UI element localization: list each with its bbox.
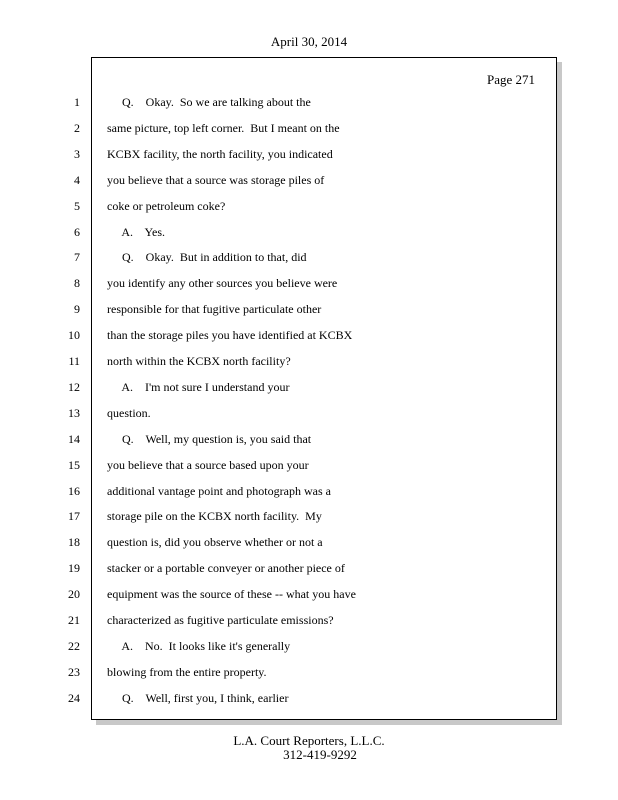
line-text: than the storage piles you have identified at KCBX xyxy=(107,328,353,342)
line-text: equipment was the source of these -- what you have xyxy=(107,587,356,601)
line-text: same picture, top left corner. But I meant on the xyxy=(107,121,340,135)
transcript-date: April 30, 2014 xyxy=(270,34,348,49)
line-number: 6 xyxy=(74,225,80,239)
line-number: 18 xyxy=(68,535,80,549)
line-text: storage pile on the KCBX north facility. My xyxy=(107,509,322,523)
line-number: 15 xyxy=(68,458,80,472)
line-number: 22 xyxy=(68,639,80,653)
line-text: stacker or a portable conveyer or another piece of xyxy=(107,561,345,575)
line-text: you identify any other sources you believe were xyxy=(107,276,338,290)
line-number: 3 xyxy=(74,147,80,161)
line-number: 2 xyxy=(74,121,80,135)
line-number: 19 xyxy=(68,561,80,575)
line-text: additional vantage point and photograph was a xyxy=(107,484,331,498)
line-number: 16 xyxy=(68,484,80,498)
line-number: 7 xyxy=(74,250,80,264)
line-text: you believe that a source was storage piles of xyxy=(107,173,325,187)
line-text: Q. Okay. But in addition to that, did xyxy=(107,250,307,264)
line-text: you believe that a source based upon your xyxy=(107,458,309,472)
line-number: 24 xyxy=(68,691,80,705)
line-text: characterized as fugitive particulate emissions? xyxy=(107,613,334,627)
line-text: A. I'm not sure I understand your xyxy=(107,380,290,394)
line-text: Q. Well, my question is, you said that xyxy=(107,432,312,446)
line-text: coke or petroleum coke? xyxy=(107,199,226,213)
line-text: KCBX facility, the north facility, you indicated xyxy=(107,147,333,161)
line-number: 12 xyxy=(68,380,80,394)
line-number: 17 xyxy=(68,509,80,523)
line-number: 4 xyxy=(74,173,80,187)
line-text: Q. Well, first you, I think, earlier xyxy=(107,691,289,705)
line-number: 8 xyxy=(74,276,80,290)
footer-company: L.A. Court Reporters, L.L.C. xyxy=(233,733,385,748)
line-text: A. No. It looks like it's generally xyxy=(107,639,291,653)
line-text: question. xyxy=(107,406,151,420)
line-text: responsible for that fugitive particulate other xyxy=(107,302,322,316)
line-number: 20 xyxy=(68,587,80,601)
line-number: 14 xyxy=(68,432,80,446)
line-number: 21 xyxy=(68,613,80,627)
line-number: 11 xyxy=(68,354,80,368)
line-number: 5 xyxy=(74,199,80,213)
line-text: north within the KCBX north facility? xyxy=(107,354,291,368)
line-number: 13 xyxy=(68,406,80,420)
line-number: 9 xyxy=(74,302,80,316)
line-number: 23 xyxy=(68,665,80,679)
line-text: blowing from the entire property. xyxy=(107,665,267,679)
page-number: Page 271 xyxy=(487,72,536,87)
footer-phone: 312-419-9292 xyxy=(283,747,357,762)
line-text: question is, did you observe whether or not a xyxy=(107,535,323,549)
line-number: 1 xyxy=(74,95,80,109)
line-number: 10 xyxy=(68,328,80,342)
line-text: A. Yes. xyxy=(107,225,166,239)
line-text: Q. Okay. So we are talking about the xyxy=(107,95,311,109)
